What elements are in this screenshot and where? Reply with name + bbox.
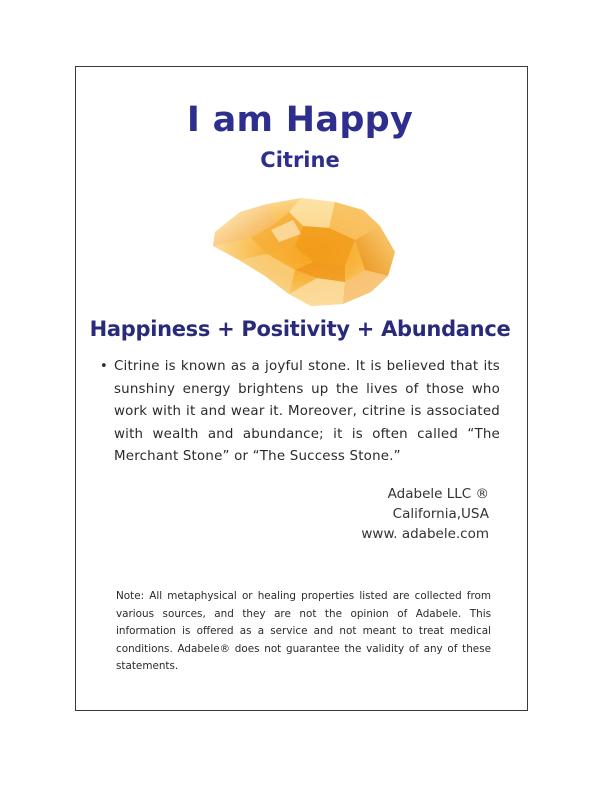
bullet-marker: • <box>100 359 108 374</box>
page-title: I am Happy <box>186 100 414 140</box>
disclaimer-note: Note: All metaphysical or healing properties listed are collected from various sources, and they are not the opinion of Adabele. This information is offered as a service and not meant to treat medical conditions. Adabele® does not guarantee the validity of any of these statements. <box>116 590 491 672</box>
stone-tagline: Happiness + Positivity + Abundance <box>89 317 511 341</box>
company-location: California,USA <box>392 506 489 522</box>
company-website: www. adabele.com <box>361 526 489 542</box>
citrine-stone-image <box>205 190 400 310</box>
stone-description: Citrine is known as a joyful stone. It is believed that its sunshiny energy brightens up the lives of those who work with it and wear it. Moreover, citrine is associated with wealth and abundance; it is often called “The Merchant Stone” or “The Success Stone.” <box>114 359 500 464</box>
description-list-item <box>100 356 500 469</box>
company-info <box>361 484 489 544</box>
company-name: Adabele LLC ® <box>387 486 489 502</box>
stone-name: Citrine <box>260 148 340 172</box>
